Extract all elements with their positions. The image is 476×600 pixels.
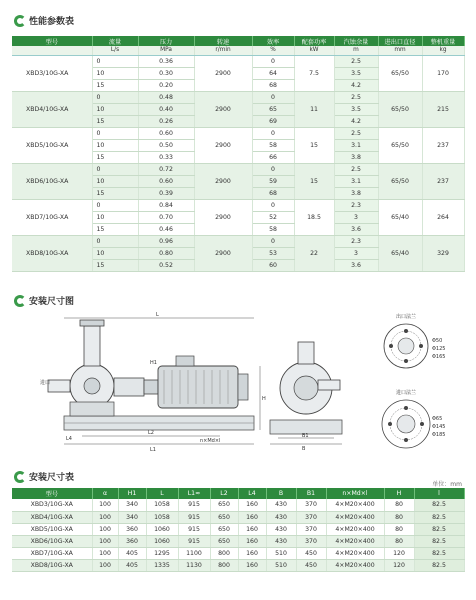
flow-cell: 0 xyxy=(92,127,138,139)
speed-cell: 2900 xyxy=(194,55,252,91)
dim-cell: 1100 xyxy=(178,547,210,559)
weight-cell: 237 xyxy=(422,163,464,199)
npsh-cell: 2.3 xyxy=(334,235,378,247)
dim-label-L: L xyxy=(156,312,159,318)
flow-cell: 15 xyxy=(92,187,138,199)
coupling xyxy=(144,380,158,394)
pressure-cell: 0.20 xyxy=(138,79,194,91)
npsh-cell: 3 xyxy=(334,211,378,223)
dim-header-cell: α xyxy=(92,488,118,499)
performance-table xyxy=(12,36,465,272)
perf-unit-port: mm xyxy=(378,46,422,55)
pressure-cell: 0.50 xyxy=(138,139,194,151)
table-row xyxy=(12,163,464,175)
dim-cell: 100 xyxy=(92,535,118,547)
dim-label-L2: L2 xyxy=(148,430,154,436)
efficiency-cell: 59 xyxy=(252,175,294,187)
dim-cell: 370 xyxy=(296,523,326,535)
dim-cell: 915 xyxy=(178,535,210,547)
perf-header-port: 进出口直径 xyxy=(378,36,422,46)
flow-cell: 15 xyxy=(92,151,138,163)
flow-cell: 10 xyxy=(92,247,138,259)
dim-label-B1: B1 xyxy=(302,433,309,439)
dim-cell: 370 xyxy=(296,511,326,523)
dim-label-L4: L4 xyxy=(66,436,72,442)
dim-cell: 80 xyxy=(384,511,414,523)
dim-cell: 370 xyxy=(296,535,326,547)
table-row xyxy=(12,199,464,211)
dim-header-cell: H1 xyxy=(118,488,146,499)
speed-cell: 2900 xyxy=(194,199,252,235)
perf-header-weight: 整机重量 xyxy=(422,36,464,46)
pressure-cell: 0.30 xyxy=(138,67,194,79)
dim-cell: 82.5 xyxy=(414,511,464,523)
dim-cell: 4×M20×400 xyxy=(326,499,384,511)
dim-cell: 160 xyxy=(238,547,266,559)
flow-cell: 10 xyxy=(92,211,138,223)
dim-cell: 1058 xyxy=(146,511,178,523)
perf-header-flow: 流量 xyxy=(92,36,138,46)
flange-dia-5: Φ145 xyxy=(432,424,446,430)
table-row xyxy=(12,535,464,547)
unit-note: 单位：mm xyxy=(432,481,462,488)
dim-cell: 915 xyxy=(178,511,210,523)
dim-header-cell: l xyxy=(414,488,464,499)
perf-unit-model xyxy=(12,46,92,55)
dim-cell: 1060 xyxy=(146,523,178,535)
dim-cell: 405 xyxy=(118,547,146,559)
dim-cell: 100 xyxy=(92,559,118,571)
perf-unit-row xyxy=(12,46,464,55)
installation-table-title: 安装尺寸表 xyxy=(14,470,74,483)
dim-cell: 4×M20×400 xyxy=(326,535,384,547)
npsh-cell: 3 xyxy=(334,247,378,259)
dim-cell: 430 xyxy=(266,523,296,535)
dim-cell: 4×M20×400 xyxy=(326,523,384,535)
npsh-cell: 2.5 xyxy=(334,55,378,67)
npsh-cell: 2.5 xyxy=(334,127,378,139)
dim-header-row xyxy=(12,488,464,499)
efficiency-cell: 58 xyxy=(252,139,294,151)
dim-cell: 915 xyxy=(178,523,210,535)
dim-cell: 82.5 xyxy=(414,535,464,547)
dim-cell: XBD6/10G-XA xyxy=(12,535,92,547)
port-cell: 65/50 xyxy=(378,55,422,91)
efficiency-cell: 68 xyxy=(252,187,294,199)
perf-header-pressure: 压力 xyxy=(138,36,194,46)
speed-cell: 2900 xyxy=(194,163,252,199)
efficiency-cell: 68 xyxy=(252,79,294,91)
npsh-cell: 3.5 xyxy=(334,103,378,115)
dim-cell: 82.5 xyxy=(414,523,464,535)
dimension-table xyxy=(12,488,465,572)
perf-unit-weight: kg xyxy=(422,46,464,55)
flow-cell: 0 xyxy=(92,235,138,247)
dim-cell: 360 xyxy=(118,535,146,547)
port-cell: 65/40 xyxy=(378,199,422,235)
dim-label-B: B xyxy=(302,446,306,452)
table-row xyxy=(12,499,464,511)
pressure-cell: 0.96 xyxy=(138,235,194,247)
dim-label-L1: L1 xyxy=(150,447,156,453)
label-inlet-flange: 进口法兰 xyxy=(396,390,417,396)
flow-cell: 10 xyxy=(92,175,138,187)
weight-cell: 264 xyxy=(422,199,464,235)
flow-cell: 15 xyxy=(92,223,138,235)
efficiency-cell: 53 xyxy=(252,247,294,259)
dim-cell: 160 xyxy=(238,559,266,571)
weight-cell: 237 xyxy=(422,127,464,163)
efficiency-cell: 52 xyxy=(252,211,294,223)
efficiency-cell: 0 xyxy=(252,163,294,175)
section-c-icon xyxy=(14,471,26,483)
npsh-cell: 4.2 xyxy=(334,115,378,127)
dim-cell: 4×M20×400 xyxy=(326,511,384,523)
flow-cell: 15 xyxy=(92,115,138,127)
dim-header-cell: B1 xyxy=(296,488,326,499)
dim-cell: 450 xyxy=(296,559,326,571)
npsh-cell: 3.8 xyxy=(334,151,378,163)
flange-dia-4: Φ65 xyxy=(432,416,443,422)
label-inlet: 进口 xyxy=(40,380,51,386)
dim-cell: 1295 xyxy=(146,547,178,559)
perf-header-power: 配套功率 xyxy=(294,36,334,46)
npsh-cell: 2.5 xyxy=(334,163,378,175)
dim-cell: 1060 xyxy=(146,535,178,547)
pressure-cell: 0.40 xyxy=(138,103,194,115)
flow-cell: 10 xyxy=(92,139,138,151)
power-cell: 18.5 xyxy=(294,199,334,235)
dim-header-cell: 型号 xyxy=(12,488,92,499)
npsh-cell: 3.8 xyxy=(334,187,378,199)
speed-cell: 2900 xyxy=(194,235,252,271)
dim-cell: XBD5/10G-XA xyxy=(12,523,92,535)
dim-cell: 160 xyxy=(238,511,266,523)
efficiency-cell: 0 xyxy=(252,235,294,247)
table-row xyxy=(12,55,464,67)
port-cell: 65/50 xyxy=(378,163,422,199)
dim-label-bolt: n×Md×l xyxy=(200,438,221,444)
power-cell: 15 xyxy=(294,127,334,163)
pressure-cell: 0.60 xyxy=(138,127,194,139)
power-cell: 22 xyxy=(294,235,334,271)
weight-cell: 170 xyxy=(422,55,464,91)
perf-unit-npsh: m xyxy=(334,46,378,55)
table-row xyxy=(12,235,464,247)
dim-cell: 340 xyxy=(118,511,146,523)
port-cell: 65/40 xyxy=(378,235,422,271)
dim-header-cell: L xyxy=(146,488,178,499)
bearing-housing xyxy=(114,378,144,396)
pressure-cell: 0.39 xyxy=(138,187,194,199)
npsh-cell: 3.1 xyxy=(334,175,378,187)
dim-cell: 100 xyxy=(92,547,118,559)
dim-cell: 82.5 xyxy=(414,499,464,511)
dim-cell: XBD8/10G-XA xyxy=(12,559,92,571)
flange-dia-6: Φ185 xyxy=(432,432,446,438)
model-cell: XBD3/10G-XA xyxy=(12,55,92,91)
npsh-cell: 3.6 xyxy=(334,259,378,271)
pressure-cell: 0.52 xyxy=(138,259,194,271)
model-cell: XBD5/10G-XA xyxy=(12,127,92,163)
efficiency-cell: 69 xyxy=(252,115,294,127)
perf-unit-flow: L/s xyxy=(92,46,138,55)
dim-cell: 100 xyxy=(92,511,118,523)
dim-cell: 430 xyxy=(266,499,296,511)
table-row xyxy=(12,91,464,103)
dim-cell: 4×M20×400 xyxy=(326,559,384,571)
pressure-cell: 0.48 xyxy=(138,91,194,103)
perf-header-efficiency: 效率 xyxy=(252,36,294,46)
pressure-cell: 0.33 xyxy=(138,151,194,163)
perf-header-speed: 转速 xyxy=(194,36,252,46)
table-row xyxy=(12,547,464,559)
power-cell: 11 xyxy=(294,91,334,127)
motor xyxy=(158,366,238,408)
model-cell: XBD7/10G-XA xyxy=(12,199,92,235)
dim-cell: 650 xyxy=(210,523,238,535)
dim-cell: 80 xyxy=(384,523,414,535)
perf-header-row xyxy=(12,36,464,46)
power-cell: 7.5 xyxy=(294,55,334,91)
dim-header-cell: L2 xyxy=(210,488,238,499)
pressure-cell: 0.46 xyxy=(138,223,194,235)
table-row xyxy=(12,127,464,139)
model-cell: XBD6/10G-XA xyxy=(12,163,92,199)
efficiency-cell: 58 xyxy=(252,223,294,235)
pressure-cell: 0.60 xyxy=(138,175,194,187)
dim-label-H1: H1 xyxy=(150,360,157,366)
dim-cell: 100 xyxy=(92,499,118,511)
pressure-cell: 0.80 xyxy=(138,247,194,259)
dim-cell: 160 xyxy=(238,535,266,547)
speed-cell: 2900 xyxy=(194,91,252,127)
dim-header-cell: n×Md×l xyxy=(326,488,384,499)
front-base xyxy=(270,420,342,434)
dim-cell: 1335 xyxy=(146,559,178,571)
npsh-cell: 3.5 xyxy=(334,67,378,79)
flow-cell: 15 xyxy=(92,259,138,271)
port-cell: 65/50 xyxy=(378,91,422,127)
flange-dia-1: Φ50 xyxy=(432,338,443,344)
weight-cell: 215 xyxy=(422,91,464,127)
efficiency-cell: 66 xyxy=(252,151,294,163)
flow-cell: 0 xyxy=(92,55,138,67)
dim-cell: 1058 xyxy=(146,499,178,511)
dim-cell: 100 xyxy=(92,523,118,535)
dim-cell: 450 xyxy=(296,547,326,559)
flow-cell: 0 xyxy=(92,91,138,103)
pressure-cell: 0.70 xyxy=(138,211,194,223)
performance-section-title: 性能参数表 xyxy=(14,14,74,27)
dim-cell: 800 xyxy=(210,547,238,559)
dim-cell: 82.5 xyxy=(414,547,464,559)
dim-header-cell: L4 xyxy=(238,488,266,499)
dim-cell: 510 xyxy=(266,559,296,571)
perf-unit-pressure: MPa xyxy=(138,46,194,55)
table-row xyxy=(12,559,464,571)
pressure-cell: 0.84 xyxy=(138,199,194,211)
dim-cell: 1130 xyxy=(178,559,210,571)
dim-cell: 650 xyxy=(210,535,238,547)
flange-dia-3: Φ165 xyxy=(432,354,446,360)
dim-cell: 160 xyxy=(238,499,266,511)
dim-cell: 405 xyxy=(118,559,146,571)
dim-cell: 4×M20×400 xyxy=(326,547,384,559)
installation-drawing xyxy=(0,304,476,464)
efficiency-cell: 0 xyxy=(252,127,294,139)
dim-cell: 360 xyxy=(118,523,146,535)
speed-cell: 2900 xyxy=(194,127,252,163)
dim-header-cell: L1≈ xyxy=(178,488,210,499)
flow-cell: 10 xyxy=(92,67,138,79)
npsh-cell: 2.5 xyxy=(334,91,378,103)
flow-cell: 0 xyxy=(92,163,138,175)
dim-cell: 160 xyxy=(238,523,266,535)
dim-header-cell: H xyxy=(384,488,414,499)
inlet-pipe xyxy=(48,380,70,392)
dim-cell: 800 xyxy=(210,559,238,571)
dim-cell: 80 xyxy=(384,535,414,547)
efficiency-cell: 0 xyxy=(252,199,294,211)
dim-cell: 915 xyxy=(178,499,210,511)
efficiency-cell: 60 xyxy=(252,259,294,271)
flow-cell: 15 xyxy=(92,79,138,91)
perf-unit-power: kW xyxy=(294,46,334,55)
efficiency-cell: 0 xyxy=(252,55,294,67)
dim-cell: 120 xyxy=(384,547,414,559)
outlet-pipe xyxy=(84,326,100,366)
npsh-cell: 4.2 xyxy=(334,79,378,91)
flange-dia-2: Φ125 xyxy=(432,346,446,352)
npsh-cell: 2.3 xyxy=(334,199,378,211)
power-cell: 15 xyxy=(294,163,334,199)
flow-cell: 0 xyxy=(92,199,138,211)
efficiency-cell: 64 xyxy=(252,67,294,79)
npsh-cell: 3.1 xyxy=(334,139,378,151)
label-outlet-flange: 出口法兰 xyxy=(396,314,417,320)
flow-cell: 10 xyxy=(92,103,138,115)
efficiency-cell: 65 xyxy=(252,103,294,115)
dim-cell: XBD3/10G-XA xyxy=(12,499,92,511)
dim-label-H: H xyxy=(262,396,266,402)
perf-unit-efficiency: % xyxy=(252,46,294,55)
model-cell: XBD4/10G-XA xyxy=(12,91,92,127)
dim-cell: XBD4/10G-XA xyxy=(12,511,92,523)
dim-cell: 82.5 xyxy=(414,559,464,571)
dim-cell: XBD7/10G-XA xyxy=(12,547,92,559)
perf-unit-speed: r/min xyxy=(194,46,252,55)
dim-cell: 430 xyxy=(266,535,296,547)
dim-cell: 340 xyxy=(118,499,146,511)
dim-cell: 120 xyxy=(384,559,414,571)
dim-cell: 80 xyxy=(384,499,414,511)
dim-header-cell: B xyxy=(266,488,296,499)
dim-cell: 650 xyxy=(210,499,238,511)
dim-cell: 650 xyxy=(210,511,238,523)
perf-header-npsh: 汽蚀余量 xyxy=(334,36,378,46)
section-c-icon xyxy=(14,15,26,27)
installation-drawing-title: 安装尺寸图 xyxy=(14,294,74,307)
dim-cell: 510 xyxy=(266,547,296,559)
pressure-cell: 0.72 xyxy=(138,163,194,175)
npsh-cell: 3.6 xyxy=(334,223,378,235)
dim-cell: 430 xyxy=(266,511,296,523)
table-row xyxy=(12,511,464,523)
perf-header-model: 型号 xyxy=(12,36,92,46)
model-cell: XBD8/10G-XA xyxy=(12,235,92,271)
weight-cell: 329 xyxy=(422,235,464,271)
dim-cell: 370 xyxy=(296,499,326,511)
pressure-cell: 0.26 xyxy=(138,115,194,127)
pressure-cell: 0.36 xyxy=(138,55,194,67)
efficiency-cell: 0 xyxy=(252,91,294,103)
table-row xyxy=(12,523,464,535)
port-cell: 65/50 xyxy=(378,127,422,163)
